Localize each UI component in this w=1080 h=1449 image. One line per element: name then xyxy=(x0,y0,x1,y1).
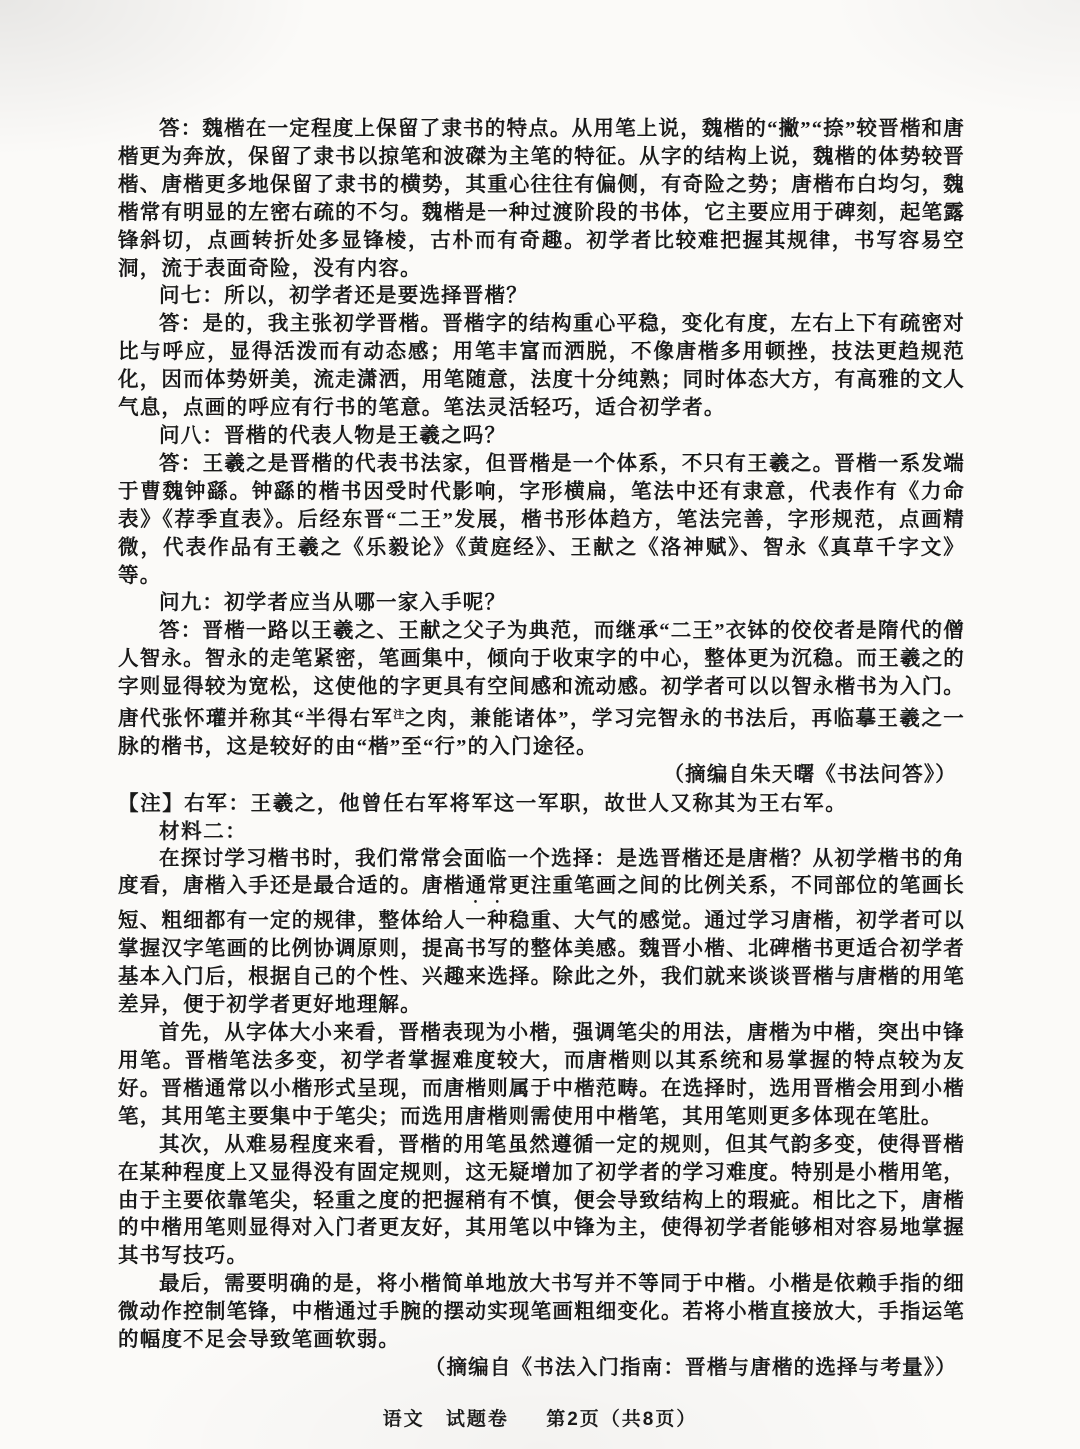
paragraph-text: （摘编自《书法入门指南：晋楷与唐楷的选择与考量》） xyxy=(424,1356,957,1379)
paragraph-heading xyxy=(118,818,965,846)
paragraph-text: 其次，从难易程度来看，晋楷的用笔虽然遵循一定的规则，但其气韵多变，使得晋楷在某种程度上又显得没有固定规则，这无疑增加了初学者的学习难度。特别是小楷用笔，由于主要依靠笔尖，轻重之度的把握稍有不慎，便会导致结构上的瑕疵。相比之下，唐楷的中楷用笔则显得对入门者更友好，其用笔以中锋为主，使得初学者能够相对容易地掌握其书写技巧。 xyxy=(118,1133,965,1268)
paragraph-body xyxy=(118,1271,965,1355)
emphasized-text: 通常 xyxy=(465,875,509,898)
paragraph-text: 答：晋楷一路以王羲之、王献之父子为典范，而继承“二王”衣钵的佼佼者是隋代的僧人智永。智永的走笔紧密，笔画集中，倾向于收束字的中心，整体更为沉稳。而王羲之的字则显得较为宽松，这使他的字更具有空间感和流动感。初学者可以以智永楷书为入门。唐代张怀瓘并称其“半得右军 xyxy=(118,620,965,731)
paragraph-body xyxy=(118,846,965,1021)
footer-subject: 语文 xyxy=(382,1409,425,1430)
paragraph-body xyxy=(118,618,965,762)
paragraph-body xyxy=(118,590,965,618)
document-body xyxy=(118,116,965,1383)
paragraph-text: （摘编自朱天曙《书法问答》） xyxy=(663,763,957,786)
footer-page-number: 第2页（共8页） xyxy=(546,1409,698,1430)
paragraph-text: 首先，从字体大小来看，晋楷表现为小楷，强调笔尖的用法，唐楷为中楷，突出中锋用笔。晋楷笔法多变，初学者掌握难度较大，而唐楷则以其系统和易掌握的特点较为友好。晋楷通常以小楷形式呈现，而唐楷则属于中楷范畴。在选择时，选用晋楷会用到小楷笔，其用笔主要集中于笔尖；而选用唐楷则需使用中楷笔，其用笔则更多体现在笔肚。 xyxy=(118,1022,965,1128)
paragraph-body xyxy=(118,1132,965,1272)
paragraph-text: 问八：晋楷的代表人物是王羲之吗？ xyxy=(159,424,507,447)
paragraph-text: 之肉，兼能诸体”，学习完智永的书法后，再临摹王羲之一脉的楷书，这是较好的由“楷”至“行”的入门途径。 xyxy=(118,708,965,758)
footer-paper-type: 试题卷 xyxy=(445,1409,509,1430)
paragraph-text: 问七：所以，初学者还是要选择晋楷？ xyxy=(159,285,528,308)
paragraph-body xyxy=(118,451,965,591)
paragraph-note xyxy=(118,790,965,818)
paragraph-body xyxy=(118,283,965,311)
page-footer xyxy=(0,1404,1080,1431)
paragraph-body xyxy=(118,311,965,423)
paragraph-attribution xyxy=(118,1355,965,1383)
paragraph-body xyxy=(118,1020,965,1132)
paragraph-attribution xyxy=(118,762,965,790)
paragraph-body xyxy=(118,116,965,283)
paragraph-text: 材料二： xyxy=(159,819,248,843)
paragraph-text: 答：是的，我主张初学晋楷。晋楷字的结构重心平稳，变化有度，左右上下有疏密对比与呼应，显得活泼而有动态感；用笔丰富而洒脱，不像唐楷多用顿挫，技法更趋规范化，因而体势妍美，流走潇洒，用笔随意，法度十分纯熟；同时体态大方，有高雅的文人气息，点画的呼应有行书的笔意。笔法灵活轻巧，适合初学者。 xyxy=(118,313,965,420)
paragraph-text: 答：魏楷在一定程度上保留了隶书的特点。从用笔上说，魏楷的“撇”“捺”较晋楷和唐楷更为奔放，保留了隶书以掠笔和波磔为主笔的特征。从字的结构上说，魏楷的体势较晋楷、唐楷更多地保留了隶书的横势，其重心往往有偏侧，有奇险之势；唐楷布白均匀，魏楷常有明显的左密右疏的不匀。魏楷是一种过渡阶段的书体，它主要应用于碑刻，起笔露锋斜切，点画转折处多显锋棱，古朴而有奇趣。初学者比较难把握其规律，书写容易空洞，流于表面奇险，没有内容。 xyxy=(118,118,965,280)
note-reference-superscript: 注 xyxy=(393,709,405,722)
paragraph-text: 【注】右军：王羲之，他曾任右军将军这一军职，故世人又称其为王右军。 xyxy=(118,791,848,815)
paragraph-text: 最后，需要明确的是，将小楷简单地放大书写并不等同于中楷。小楷是依赖手指的细微动作控制笔锋，中楷通过手腕的摆动实现笔画粗细变化。若将小楷直接放大，手指运笔的幅度不足会导致笔画软弱。 xyxy=(118,1273,965,1352)
paragraph-text: 更注重笔画之间的比例关系，不同部位的笔画长短、粗细都有一定的规律，整体给人一种稳重、大气的感觉。通过学习唐楷，初学者可以掌握汉字笔画的比例协调原则，提高书写的整体美感。魏晋小楷、北碑楷书更适合初学者基本入门后，根据自己的个性、兴趣来选择。除此之外，我们就来谈谈晋楷与唐楷的用笔差异，便于初学者更好地理解。 xyxy=(118,875,965,1017)
paragraph-text: 在探讨学习楷书时，我们常常会面临一个选择：是选晋楷还是唐楷？从初学楷书的角度看，唐楷入手还是最合适的。唐楷 xyxy=(118,847,965,898)
paragraph-body xyxy=(118,423,965,451)
paragraph-text: 答：王羲之是晋楷的代表书法家，但晋楷是一个体系，不只有王羲之。晋楷一系发端于曹魏钟繇。钟繇的楷书因受时代影响，字形横扁，笔法中还有隶意，代表作有《力命表》《荐季直表》。后经东晋“二王”发展，楷书形体趋方，笔法完善，字形规范，点画精微，代表作品有王羲之《乐毅论》《黄庭经》、王献之《洛神赋》、智永《真草千字文》等。 xyxy=(118,452,965,587)
paragraph-text: 问九：初学者应当从哪一家入手呢？ xyxy=(159,592,507,615)
